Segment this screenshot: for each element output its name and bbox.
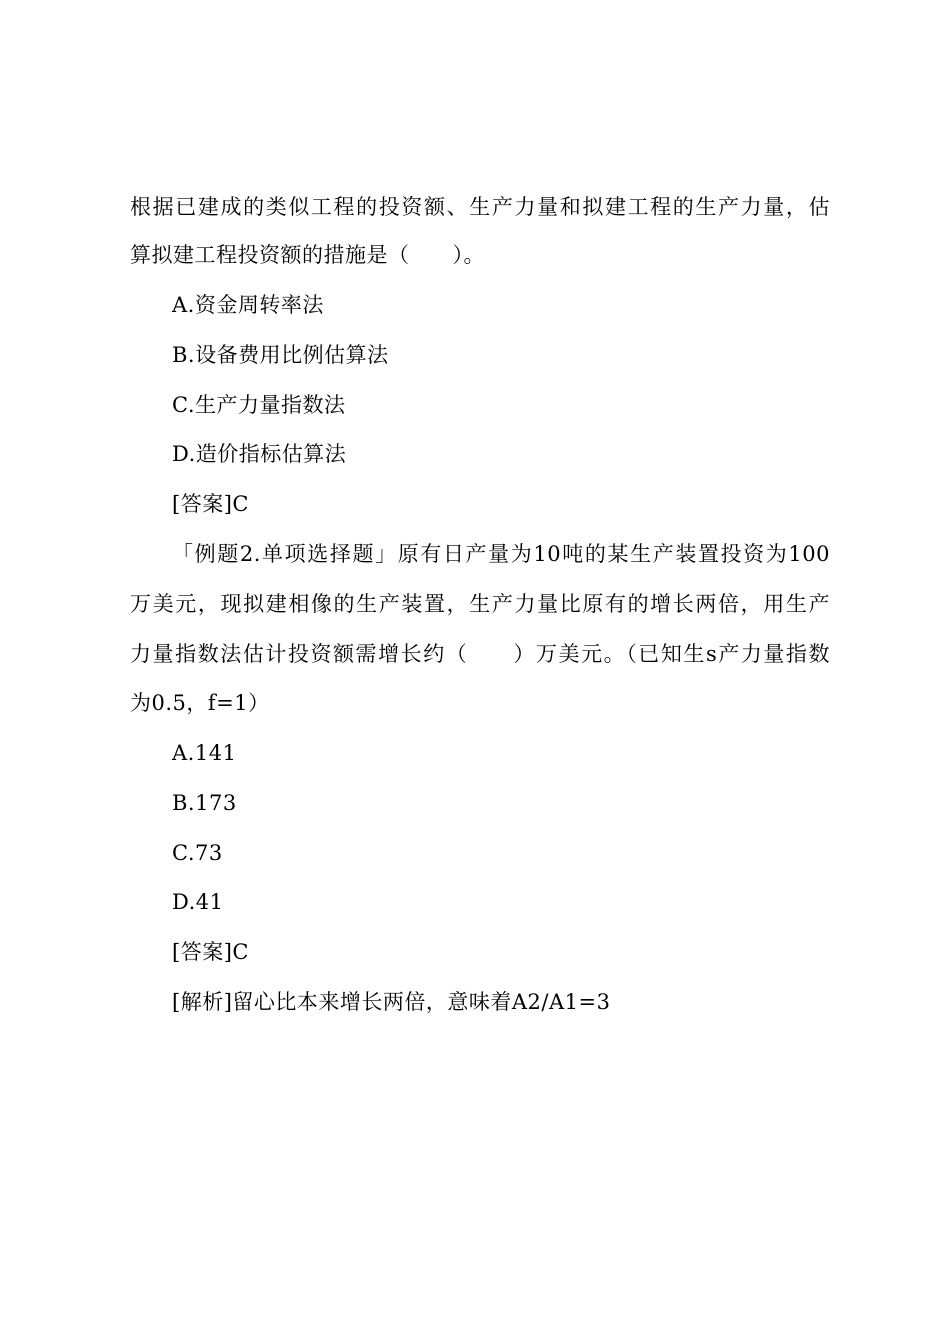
question2-stem-line4: 为0.5，f=1）	[130, 691, 270, 715]
question2-answer: [答案]C	[172, 940, 249, 964]
question1-option-c: C.生产力量指数法	[172, 393, 346, 417]
question2-option-a: A.141	[172, 741, 237, 765]
question1-option-a: A.资金周转率法	[172, 293, 324, 317]
question1-answer: [答案]C	[172, 492, 249, 516]
question1-option-d: D.造价指标估算法	[172, 442, 347, 466]
question1-stem-line1: 根据已建成的类似工程的投资额、生产力量和拟建工程的生产力量，估	[130, 195, 830, 219]
question1-option-b: B.设备费用比例估算法	[172, 343, 389, 367]
question2-stem-line1: 「例题2.单项选择题」原有日产量为10吨的某生产装置投资为100	[172, 542, 830, 566]
question2-stem-line3: 力量指数法估计投资额需增长约（ ）万美元。（已知生s产力量指数	[130, 642, 830, 666]
question2-option-b: B.173	[172, 791, 237, 815]
question1-stem-line2: 算拟建工程投资额的措施是（ ）。	[130, 243, 485, 267]
question2-option-d: D.41	[172, 890, 224, 914]
question2-stem-line2: 万美元，现拟建相像的生产装置，生产力量比原有的增长两倍，用生产	[130, 592, 830, 616]
question2-option-c: C.73	[172, 841, 223, 865]
question2-analysis: [解析]留心比本来增长两倍，意味着A2/A1=3	[172, 990, 611, 1014]
